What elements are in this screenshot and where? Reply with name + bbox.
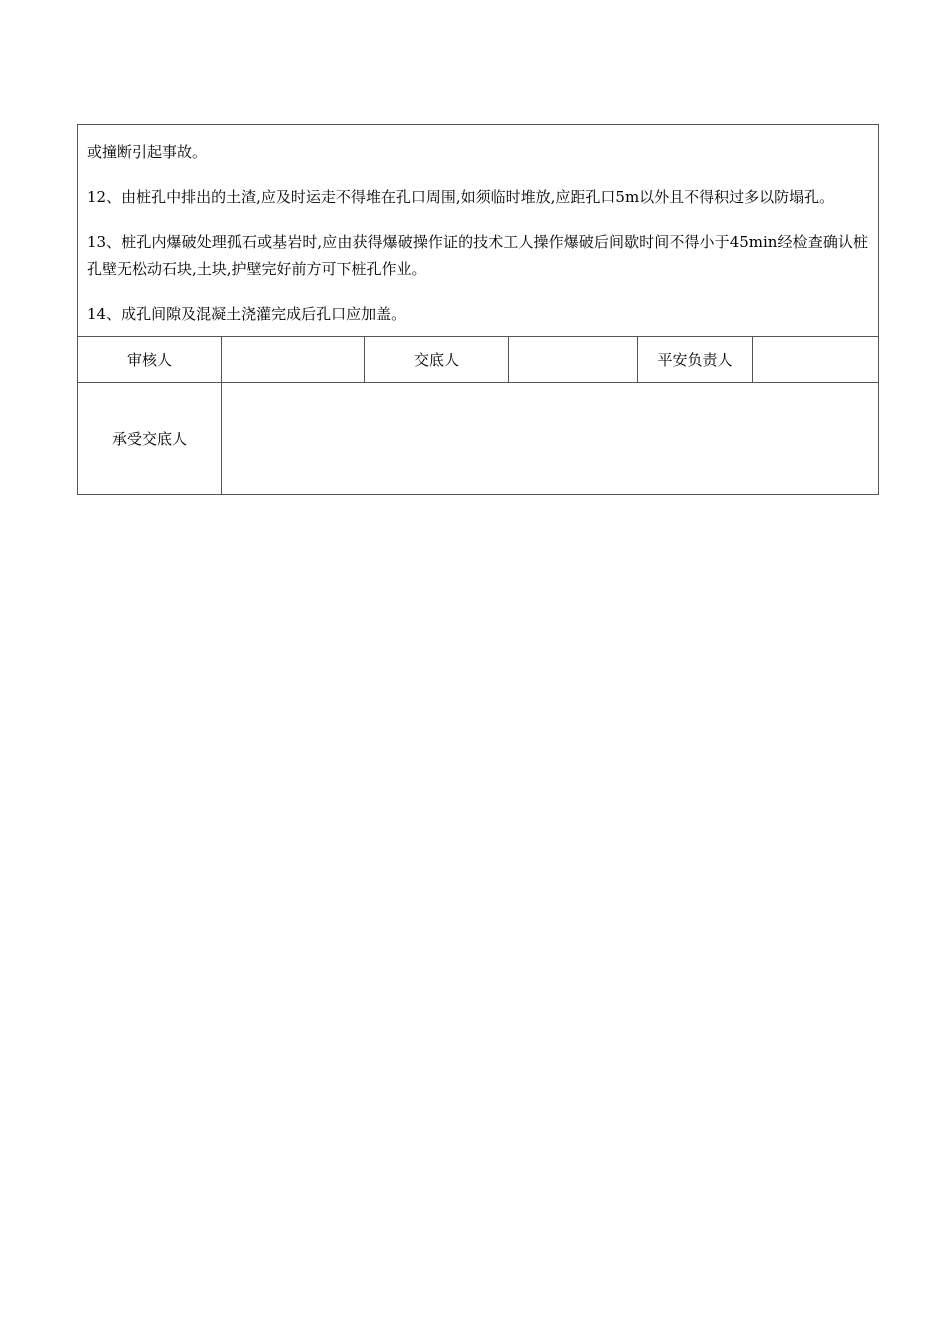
reviewer-field[interactable] — [222, 337, 365, 383]
disclosure-table — [77, 124, 879, 495]
reviewer-label: 审核人 — [78, 337, 222, 383]
safety-officer-label: 平安负责人 — [638, 337, 753, 383]
content-paragraph: 13、桩孔内爆破处理孤石或基岩时,应由获得爆破操作证的技术工人操作爆破后间歇时间不得小于45min经检查确认桩孔壁无松动石块,土块,护壁完好前方可下桩孔作业。 — [87, 233, 869, 278]
receiver-field[interactable] — [222, 383, 879, 495]
safety-officer-field[interactable] — [753, 337, 879, 383]
discloser-field[interactable] — [509, 337, 638, 383]
receiver-row — [78, 383, 879, 495]
content-cell — [78, 125, 879, 337]
content-row — [78, 125, 879, 337]
signature-row — [78, 337, 879, 383]
content-paragraph: 或撞断引起事故。 — [87, 143, 208, 161]
content-paragraph: 14、成孔间隙及混凝土浇灌完成后孔口应加盖。 — [87, 305, 407, 323]
discloser-label: 交底人 — [365, 337, 509, 383]
receiver-label: 承受交底人 — [78, 383, 222, 495]
content-paragraph: 12、由桩孔中排出的土渣,应及时运走不得堆在孔口周围,如须临时堆放,应距孔口5m以外且不得积过多以防塌孔。 — [87, 188, 835, 206]
